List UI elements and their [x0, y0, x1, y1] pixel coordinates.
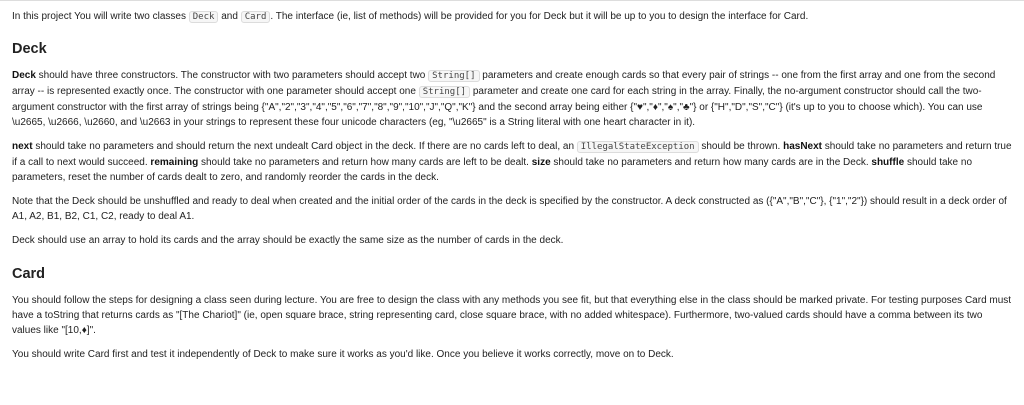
- card-heading: Card: [12, 266, 46, 282]
- card-design-paragraph: You should follow the steps for designing a class seen during lecture. You are free to design the class with any methods you see fit, but that everything else in the class should be marked private. For testing purposes Card must have a toString that returns cards as "[The Chariot]" (ie, open square brace, string representing card, close square brace, with no added whitespace). Furthermore, two-valued cards should have a comma between its two values like "[10,♦]".: [12, 295, 1012, 336]
- intro-paragraph: In this project You will write two classes Deck and Card . The interface (ie, list of methods) will be provided for you for Deck but it will be up to you to design the interface for Card.: [12, 11, 809, 22]
- deck-heading: Deck: [12, 41, 47, 57]
- card-testing-paragraph: You should write Card first and test it independently of Deck to make sure it works as you'd like. Once you believe it works correctly, move on to Deck.: [12, 349, 674, 360]
- top-divider: [0, 0, 1024, 1]
- code-string-array: String[]: [428, 70, 479, 82]
- deck-array-paragraph: Deck should use an array to hold its cards and the array should be exactly the same size as the number of cards in the deck.: [12, 235, 564, 246]
- deck-order-paragraph: Note that the Deck should be unshuffled and ready to deal when created and the initial order of the cards in the deck is specified by the constructor. A deck constructed as ({"A","B","C"}, {"1","2"}) should result in a deck order of A1, A2, B1, B2, C1, C2, ready to deal A1.: [12, 196, 1007, 222]
- code-illegal-state-exception: IllegalStateException: [577, 141, 699, 153]
- code-card: Card: [241, 11, 271, 23]
- code-deck: Deck: [189, 11, 219, 23]
- document-body: [12, 9, 1012, 368]
- deck-constructors-paragraph: Deck should have three constructors. The constructor with two parameters should accept two String[] parameters and create enough cards so that every pair of strings -- one from the first array and one from the second array -- is represented exactly once. The constructor with one parameter should accept one String[] parameter and create one card for each string in the array. Finally, the no-argument constructor should call the two-argument constructor with the first array of strings being {"A","2","3","4","5","6","7","8","9","10","J","Q","K"} and the second array being either {"♥","♦","♠","♣"} or {"H","D","S","C"} (it's up to you to choose which). You can use \u2665, \u2666, \u2660, and \u2663 in your strings to represent these four unicode characters (eg, "\u2665" is a String literal with one heart character in it).: [12, 70, 996, 128]
- deck-methods-paragraph: next should take no parameters and should return the next undealt Card object in the deck. If there are no cards left to deal, an IllegalStateException should be thrown. hasNext should take no parameters and return true if a call to next would succeed. remaining should take no parameters and return how many cards are left to be dealt. size should take no parameters and return how many cards are in the Deck. shuffle should take no parameters, reset the number of cards dealt to zero, and randomly reorder the cards in the deck.: [12, 141, 1012, 183]
- code-string-array: String[]: [419, 86, 470, 98]
